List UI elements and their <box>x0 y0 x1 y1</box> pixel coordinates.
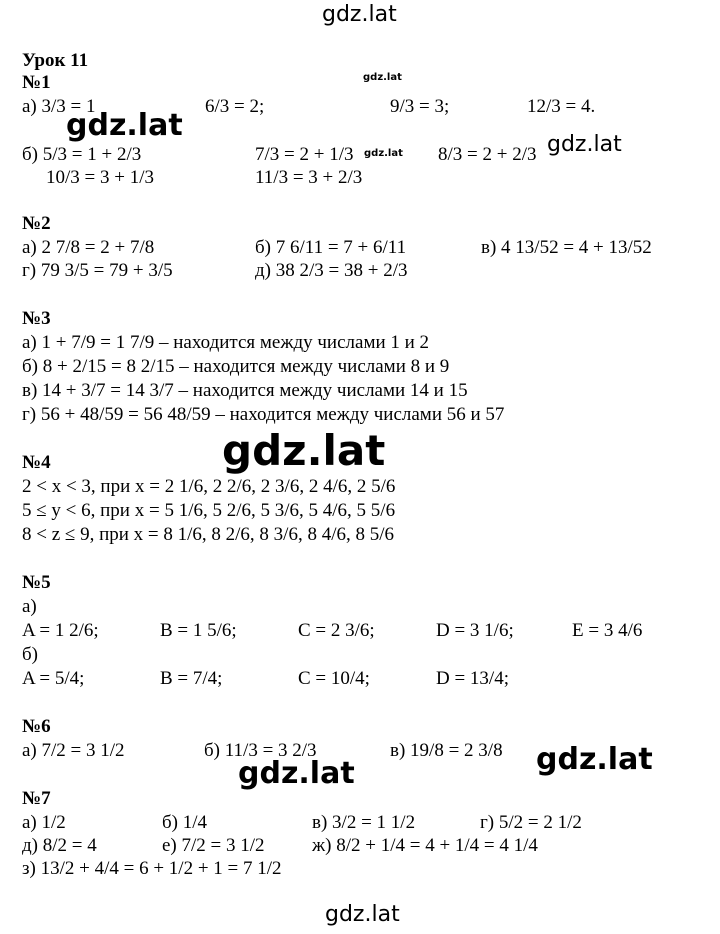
watermark-1: gdz.lat <box>66 108 183 143</box>
ex5-b-label: б) <box>22 644 38 665</box>
ex2-label: №2 <box>22 213 51 234</box>
ex3-v: в) 14 + 3/7 = 14 3/7 – находится между числами 14 и 15 <box>22 380 468 401</box>
ex7-z: з) 13/2 + 4/4 = 6 + 1/2 + 1 = 7 1/2 <box>22 858 282 879</box>
ex7-zh: ж) 8/2 + 1/4 = 4 + 1/4 = 4 1/4 <box>312 835 538 856</box>
ex6-v: в) 19/8 = 2 3/8 <box>390 740 503 761</box>
ex7-a: а) 1/2 <box>22 812 66 833</box>
watermark-top: gdz.lat <box>322 2 397 27</box>
ex3-g: г) 56 + 48/59 = 56 48/59 – находится между числами 56 и 57 <box>22 404 505 425</box>
watermark-center: gdz.lat <box>222 426 386 475</box>
ex1-b3: 8/3 = 2 + 2/3 <box>438 144 537 165</box>
ex4-r1: 2 < x < 3, при x = 2 1/6, 2 2/6, 2 3/6, 2 4/6, 2 5/6 <box>22 476 396 497</box>
ex1-label: №1 <box>22 72 51 93</box>
ex2-a: а) 2 7/8 = 2 + 7/8 <box>22 237 155 258</box>
ex5-a-item: D = 3 1/6; <box>436 620 514 641</box>
ex5-b-item: B = 7/4; <box>160 668 223 689</box>
ex6-label: №6 <box>22 716 51 737</box>
ex7-e: е) 7/2 = 3 1/2 <box>162 835 265 856</box>
watermark-4: gdz.lat <box>238 756 355 791</box>
ex1-a2: 6/3 = 2; <box>205 96 265 117</box>
ex5-b-item: D = 13/4; <box>436 668 509 689</box>
ex4-r3: 8 < z ≤ 9, при x = 8 1/6, 8 2/6, 8 3/6, 8 4/6, 8 5/6 <box>22 524 395 545</box>
ex1-a1: а) 3/3 = 1 <box>22 96 96 117</box>
ex2-b: б) 7 6/11 = 7 + 6/11 <box>255 237 407 258</box>
ex5-a-label: а) <box>22 596 37 617</box>
ex1-c2: 11/3 = 3 + 2/3 <box>255 167 363 188</box>
watermark-2: gdz.lat <box>547 132 622 157</box>
ex2-v: в) 4 13/52 = 4 + 13/52 <box>481 237 652 258</box>
ex1-a3: 9/3 = 3; <box>390 96 450 117</box>
ex5-label: №5 <box>22 572 51 593</box>
ex7-b: б) 1/4 <box>162 812 208 833</box>
ex5-a-item: C = 2 3/6; <box>298 620 375 641</box>
watermark-bottom: gdz.lat <box>325 902 400 927</box>
ex4-label: №4 <box>22 452 51 473</box>
ex5-a-item: A = 1 2/6; <box>22 620 99 641</box>
ex5-b-item: A = 5/4; <box>22 668 85 689</box>
ex6-b: б) 11/3 = 3 2/3 <box>204 740 317 761</box>
ex1-c1: 10/3 = 3 + 1/3 <box>46 167 154 188</box>
lesson-title: Урок 11 <box>22 50 89 71</box>
ex5-a-item: B = 1 5/6; <box>160 620 237 641</box>
ex4-r2: 5 ≤ y < 6, при x = 5 1/6, 5 2/6, 5 3/6, 5 4/6, 5 5/6 <box>22 500 396 521</box>
ex5-a-item: E = 3 4/6 <box>572 620 643 641</box>
watermark-small-2: gdz.lat <box>364 148 403 159</box>
ex7-g: г) 5/2 = 2 1/2 <box>480 812 582 833</box>
ex3-label: №3 <box>22 308 51 329</box>
ex6-a: а) 7/2 = 3 1/2 <box>22 740 125 761</box>
ex2-g: г) 79 3/5 = 79 + 3/5 <box>22 260 173 281</box>
watermark-small-1: gdz.lat <box>363 72 402 83</box>
ex2-d: д) 38 2/3 = 38 + 2/3 <box>255 260 408 281</box>
ex3-b: б) 8 + 2/15 = 8 2/15 – находится между числами 8 и 9 <box>22 356 450 377</box>
ex5-b-item: C = 10/4; <box>298 668 370 689</box>
ex1-a4: 12/3 = 4. <box>527 96 596 117</box>
ex1-b2: 7/3 = 2 + 1/3 <box>255 144 354 165</box>
ex1-b1: б) 5/3 = 1 + 2/3 <box>22 144 142 165</box>
ex3-a: а) 1 + 7/9 = 1 7/9 – находится между числами 1 и 2 <box>22 332 430 353</box>
ex7-label: №7 <box>22 788 51 809</box>
ex7-v: в) 3/2 = 1 1/2 <box>312 812 416 833</box>
watermark-3: gdz.lat <box>536 742 653 777</box>
ex7-d: д) 8/2 = 4 <box>22 835 97 856</box>
